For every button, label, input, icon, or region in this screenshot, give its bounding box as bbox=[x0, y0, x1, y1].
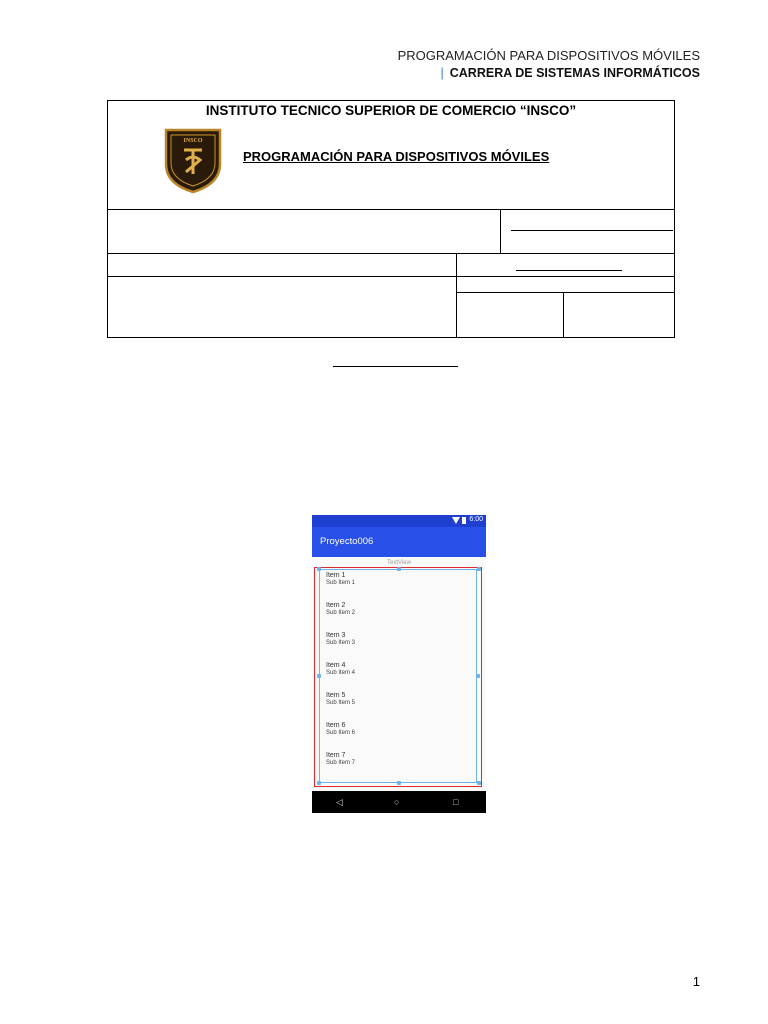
signal-icon bbox=[452, 517, 460, 524]
resize-handle[interactable] bbox=[477, 567, 481, 571]
list-item[interactable] bbox=[326, 602, 355, 632]
navigation-bar bbox=[312, 791, 486, 813]
resize-handle[interactable] bbox=[397, 567, 401, 571]
item-subtitle: Sub Item 3 bbox=[326, 640, 356, 646]
resize-handle[interactable] bbox=[476, 674, 480, 678]
cover-table bbox=[107, 100, 675, 338]
phone-screenshot bbox=[312, 515, 486, 813]
back-icon[interactable]: ◁ bbox=[336, 797, 343, 807]
insco-logo bbox=[162, 124, 224, 194]
item-subtitle: Sub Item 1 bbox=[326, 580, 356, 586]
career-text: CARRERA DE SISTEMAS INFORMÁTICOS bbox=[449, 66, 700, 80]
battery-icon bbox=[462, 517, 466, 524]
home-icon[interactable]: ○ bbox=[394, 797, 400, 807]
item-title: Item 6 bbox=[326, 722, 346, 729]
item-title: Item 5 bbox=[326, 692, 346, 699]
status-bar bbox=[312, 515, 486, 527]
resize-handle[interactable] bbox=[317, 781, 321, 785]
header-separator: | bbox=[440, 66, 444, 80]
subject-title: PROGRAMACIÓN PARA DISPOSITIVOS MÓVILES bbox=[243, 149, 550, 164]
item-title: Item 3 bbox=[326, 632, 346, 639]
table-rule bbox=[456, 292, 674, 293]
blank-title-line bbox=[333, 366, 458, 367]
list-item[interactable] bbox=[326, 752, 355, 782]
item-subtitle: Sub Item 6 bbox=[326, 730, 356, 736]
institution-name: INSTITUTO TECNICO SUPERIOR DE COMERCIO “INSCO” bbox=[205, 103, 577, 118]
blank-field-line bbox=[516, 270, 622, 271]
table-rule bbox=[563, 292, 564, 337]
resize-handle[interactable] bbox=[397, 781, 401, 785]
status-time: 6:00 bbox=[469, 516, 483, 523]
item-subtitle: Sub Item 5 bbox=[326, 700, 356, 706]
resize-handle[interactable] bbox=[317, 567, 321, 571]
item-title: Item 4 bbox=[326, 662, 346, 669]
page-number: 1 bbox=[692, 974, 700, 989]
recent-apps-icon[interactable]: □ bbox=[453, 797, 459, 807]
running-header-career bbox=[441, 66, 701, 80]
table-rule bbox=[108, 253, 674, 254]
item-subtitle: Sub Item 7 bbox=[326, 760, 356, 766]
item-title: Item 7 bbox=[326, 752, 346, 759]
list-item[interactable] bbox=[326, 662, 355, 692]
list-item[interactable] bbox=[326, 632, 355, 662]
table-rule bbox=[108, 209, 674, 210]
app-bar bbox=[312, 527, 486, 557]
resize-handle[interactable] bbox=[317, 674, 321, 678]
item-subtitle: Sub Item 2 bbox=[326, 610, 356, 616]
table-rule bbox=[500, 209, 501, 253]
list-item[interactable] bbox=[326, 722, 355, 752]
list-item[interactable] bbox=[326, 572, 355, 602]
list-item[interactable] bbox=[326, 692, 355, 722]
list-items bbox=[326, 572, 355, 782]
item-title: Item 1 bbox=[326, 572, 346, 579]
app-title: Proyecto006 bbox=[320, 536, 374, 547]
blank-field-line bbox=[511, 230, 673, 231]
table-rule bbox=[456, 253, 457, 337]
resize-handle[interactable] bbox=[477, 781, 481, 785]
logo-lettering: INSCO bbox=[183, 138, 203, 144]
item-title: Item 2 bbox=[326, 602, 346, 609]
table-rule bbox=[108, 276, 674, 277]
item-subtitle: Sub Item 4 bbox=[326, 670, 356, 676]
textview-label: TextView bbox=[387, 560, 411, 566]
running-header-title: PROGRAMACIÓN PARA DISPOSITIVOS MÓVILES bbox=[397, 48, 700, 63]
